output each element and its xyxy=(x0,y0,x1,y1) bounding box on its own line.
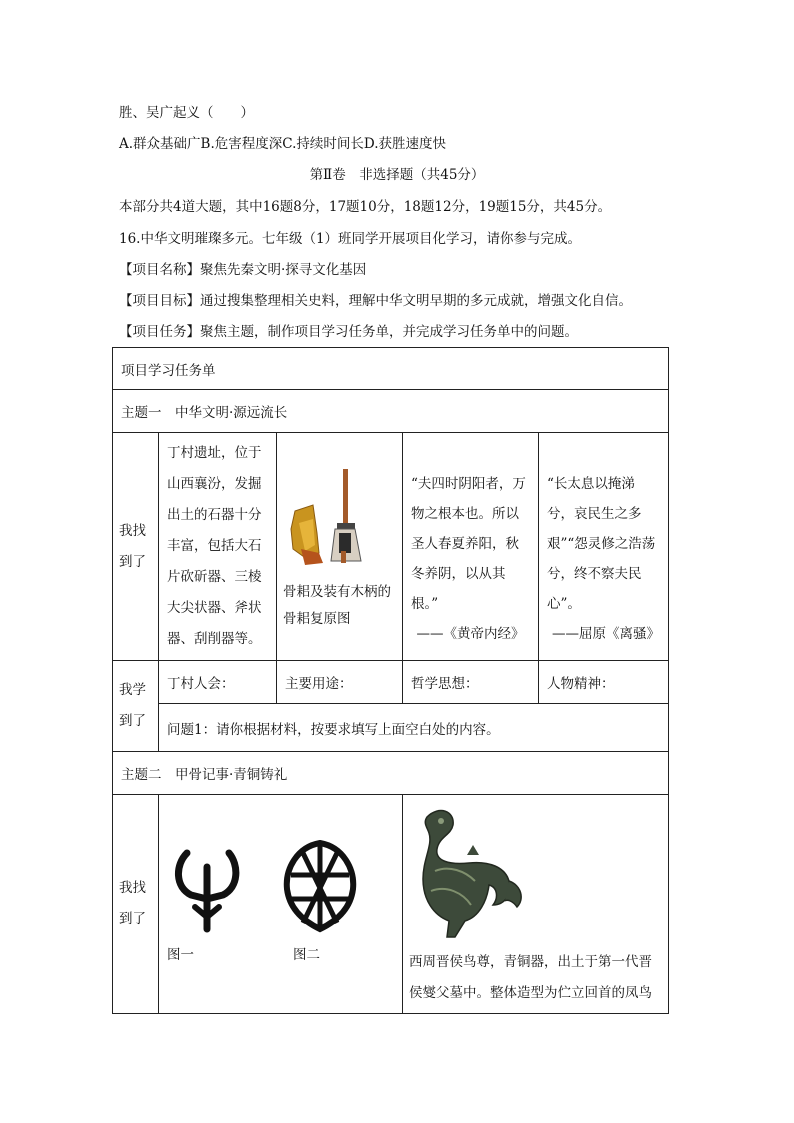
question-16: 16.中华文明璀璨多元。七年级（1）班同学开展项目化学习，请你参与完成。 xyxy=(119,231,582,247)
table-header: 项目学习任务单 xyxy=(113,348,669,390)
bird-zun-image xyxy=(409,801,529,941)
project-task: 【项目任务】聚焦主题，制作项目学习任务单，并完成学习任务单中的问题。 xyxy=(119,324,578,340)
project-name: 【项目名称】聚焦先秦文明·探寻文化基因 xyxy=(119,262,367,278)
oracle-glyph-one-icon xyxy=(173,843,243,933)
huangdi-source: ——《黄帝内经》 xyxy=(416,626,525,642)
bronze-caption: 西周晋侯鸟尊，青铜器，出土于第一代晋侯燮父墓中。整体造型为伫立回首的凤鸟 xyxy=(409,954,652,1001)
oracle-cell xyxy=(159,795,403,1014)
task-sheet-table xyxy=(112,347,669,1014)
theme-one: 主题一 中华文明·源远流长 xyxy=(113,390,669,433)
question-tail: 胜、吴广起义（ ） xyxy=(119,105,254,121)
lisao-cell xyxy=(539,433,669,661)
dingcun-text: 丁村遗址，位于山西襄汾，发掘出土的石器十分丰富，包括大石片砍斫器、三棱大尖状器、斧状器、刮削器等。 xyxy=(159,433,277,661)
found-label: 我找到了 xyxy=(113,433,159,661)
blank-dingcun[interactable]: 丁村人会： xyxy=(159,661,277,704)
answer-options: A.群众基础广B.危害程度深C.持续时间长D.获胜速度快 xyxy=(119,136,447,152)
blank-philosophy[interactable]: 哲学思想： xyxy=(403,661,539,704)
section-note: 本部分共4道大题，其中16题8分，17题10分，18题12分，19题15分，共45分。 xyxy=(119,199,612,215)
huangdi-cell xyxy=(403,433,539,661)
theme-two: 主题二 甲骨记事·青铜铸礼 xyxy=(113,752,669,795)
blank-spirit[interactable]: 人物精神： xyxy=(539,661,669,704)
figure-one-label: 图一 xyxy=(167,947,194,963)
bone-spade-caption: 骨耜及装有木柄的骨耜复原图 xyxy=(283,584,391,627)
lisao-source: ——屈原《离骚》 xyxy=(552,626,661,642)
bone-spade-cell xyxy=(277,433,403,661)
oracle-glyph-two-icon xyxy=(277,839,363,935)
bone-spade-image xyxy=(283,463,393,575)
bronze-cell xyxy=(403,795,669,1014)
blank-usage[interactable]: 主要用途： xyxy=(277,661,403,704)
project-goal: 【项目目标】通过搜集整理相关史料，理解中华文明早期的多元成就，增强文化自信。 xyxy=(119,293,632,309)
question-one: 问题1：请你根据材料，按要求填写上面空白处的内容。 xyxy=(159,704,669,752)
lisao-quote: “长太息以掩涕兮，哀民生之多艰”“怨灵修之浩荡兮，终不察夫民心”。 xyxy=(547,476,656,612)
section-title: 第Ⅱ卷 非选择题（共45分） xyxy=(309,167,485,183)
found-label-2: 我找到了 xyxy=(113,795,159,1014)
huangdi-quote: “夫四时阴阳者，万物之根本也。所以圣人春夏养阳，秋冬养阴，以从其根。” xyxy=(411,476,526,612)
figure-two-label: 图二 xyxy=(293,947,320,963)
learned-label: 我学到了 xyxy=(113,661,159,752)
